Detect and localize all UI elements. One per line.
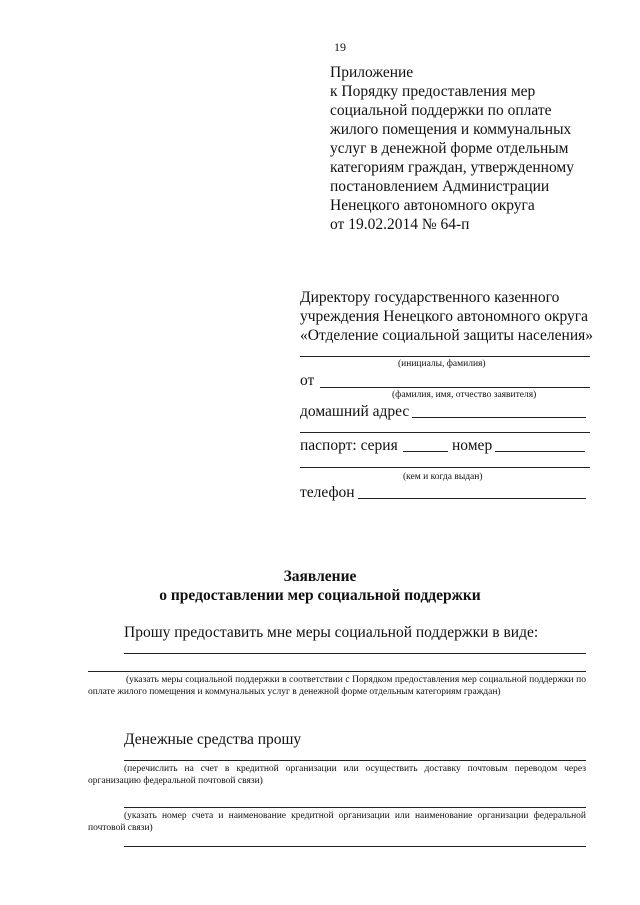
appendix-line: от 19.02.2014 № 64-п (330, 216, 470, 233)
addressee-line: учреждения Ненецкого автономного округа (300, 308, 589, 325)
appendix-line: социальной поддержки по оплате (330, 102, 552, 119)
addressee-line: «Отделение социальной защиты населения» (300, 327, 593, 344)
measures-line[interactable] (124, 653, 586, 654)
issued-line[interactable] (300, 467, 590, 468)
transfer-hint: (перечислить на счет в кредитной организации или осуществить доставку почтовым переводом через организацию федеральной почтовой связи) (88, 764, 586, 786)
address-label: домашний адрес (300, 403, 410, 420)
appendix-line: Приложение (330, 64, 414, 81)
appendix-line: жилого помещения и коммунальных (330, 121, 572, 138)
issued-hint: (кем и когда выдан) (403, 472, 483, 482)
phone-line[interactable] (358, 498, 586, 499)
statement-title: Заявление (283, 568, 357, 585)
address-line-2[interactable] (300, 432, 590, 433)
appendix-line: постановлением Администрации (330, 178, 550, 195)
measures-line-2[interactable] (88, 671, 586, 672)
passport-series-line[interactable] (403, 451, 448, 452)
initials-line[interactable] (300, 356, 590, 357)
page-number: 19 (334, 40, 346, 54)
transfer-line[interactable] (124, 760, 586, 761)
account-line-2[interactable] (124, 846, 586, 847)
appendix-line: категориям граждан, утвержденному (330, 159, 574, 176)
phone-label: телефон (300, 484, 355, 501)
address-line[interactable] (412, 417, 586, 418)
from-label: от (300, 372, 315, 389)
passport-series-label: паспорт: серия (300, 437, 398, 454)
measures-hint: (указать меры социальной поддержки в соответствии с Порядком предоставления мер социальной поддержки по оплате жилого помещения и коммунальных услуг в денежной форме отдельным категориям граждан) (88, 675, 586, 697)
addressee-block (300, 288, 593, 345)
account-line[interactable] (124, 807, 586, 808)
initials-hint: (инициалы, фамилия) (398, 359, 486, 369)
appendix-line: услуг в денежной форме отдельным (330, 140, 569, 157)
appendix-header (330, 63, 574, 234)
account-hint: (указать номер счета и наименование кредитной организации или наименование организации федеральной почтовой связи) (88, 811, 586, 833)
request-text: Прошу предоставить мне меры социальной поддержки в виде: (124, 624, 539, 641)
appendix-line: к Порядку предоставления мер (330, 83, 536, 100)
fio-line[interactable] (320, 387, 590, 388)
money-text: Денежные средства прошу (124, 731, 302, 748)
fio-hint: (фамилия, имя, отчество заявителя) (392, 390, 537, 400)
appendix-line: Ненецкого автономного округа (330, 197, 535, 214)
passport-number-line[interactable] (495, 451, 585, 452)
passport-number-label: номер (452, 437, 493, 454)
statement-subtitle: о предоставлении мер социальной поддержки (159, 587, 481, 604)
addressee-line: Директору государственного казенного (300, 289, 560, 306)
